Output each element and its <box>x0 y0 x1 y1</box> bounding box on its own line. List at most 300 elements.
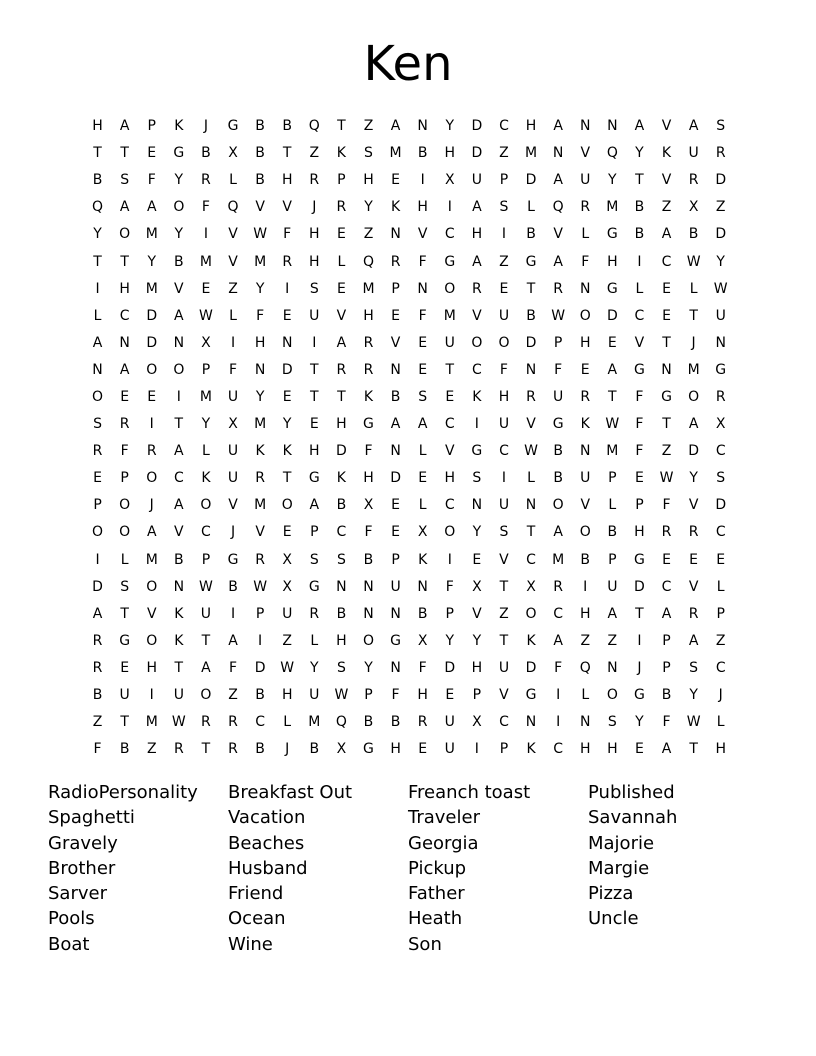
grid-letter: R <box>715 388 726 405</box>
grid-letter: F <box>662 714 671 731</box>
grid-letter: R <box>336 361 347 378</box>
grid-letter: Y <box>174 172 184 189</box>
grid-letter: R <box>173 741 184 758</box>
grid-letter: A <box>336 334 347 351</box>
grid-letter: I <box>447 199 452 216</box>
grid-letter: F <box>147 172 156 189</box>
grid-letter: B <box>174 551 184 568</box>
grid-letter: Z <box>92 714 103 731</box>
grid-letter: N <box>607 659 618 676</box>
grid-letter: B <box>119 741 130 758</box>
grid-letter: E <box>309 416 319 433</box>
grid-letter: C <box>526 551 536 568</box>
grid-letter: A <box>472 253 482 270</box>
grid-letter: D <box>525 172 537 189</box>
grid-letter: O <box>119 226 131 243</box>
grid-letter: F <box>228 659 238 676</box>
grid-letter: K <box>174 118 184 135</box>
grid-letter: L <box>418 497 427 514</box>
grid-letter: W <box>605 416 620 433</box>
grid-letter: Z <box>661 199 672 216</box>
grid-letter: L <box>527 199 535 216</box>
grid-letter: A <box>390 416 401 433</box>
grid-letter: H <box>309 443 320 460</box>
grid-letter: A <box>607 605 618 622</box>
grid-letter: P <box>608 470 617 487</box>
grid-letter: F <box>445 578 454 595</box>
grid-row <box>84 384 734 411</box>
grid-letter: C <box>715 524 726 541</box>
grid-letter: K <box>201 470 211 487</box>
grid-letter: P <box>499 741 509 758</box>
grid-letter: O <box>579 524 591 541</box>
grid-letter: D <box>92 578 103 595</box>
grid-letter: B <box>255 118 265 135</box>
grid-letter: F <box>554 659 563 676</box>
grid-letter: U <box>444 334 455 351</box>
grid-letter: S <box>309 551 319 568</box>
grid-letter: A <box>553 253 563 270</box>
grid-letter: U <box>688 145 699 162</box>
grid-letter: K <box>526 632 536 649</box>
grid-letter: A <box>146 524 157 541</box>
grid-letter: D <box>715 497 727 514</box>
grid-letter: T <box>93 253 102 270</box>
grid-letter: X <box>282 578 292 595</box>
grid-letter: N <box>552 145 564 162</box>
grid-letter: Q <box>579 659 591 676</box>
grid-letter: H <box>607 741 618 758</box>
grid-letter: G <box>606 280 618 297</box>
grid-letter: V <box>444 443 455 460</box>
grid-letter: A <box>92 605 103 622</box>
grid-letter: N <box>579 118 591 135</box>
grid-letter: C <box>661 578 672 595</box>
grid-letter: A <box>119 118 130 135</box>
grid-letter: M <box>199 253 212 270</box>
grid-letter: T <box>310 361 319 378</box>
grid-letter: U <box>498 659 510 676</box>
grid-letter: E <box>147 145 157 162</box>
grid-letter: D <box>390 470 401 487</box>
word-list-item: Gravely <box>48 832 118 854</box>
grid-letter: B <box>363 714 374 731</box>
grid-letter: T <box>689 741 698 758</box>
grid-letter: R <box>715 145 726 162</box>
grid-letter: A <box>472 199 482 216</box>
grid-letter: F <box>418 659 427 676</box>
grid-letter: Q <box>552 199 564 216</box>
grid-letter: B <box>282 118 292 135</box>
grid-letter: H <box>281 172 293 189</box>
grid-letter: S <box>499 199 509 216</box>
grid-letter: E <box>391 307 400 324</box>
grid-letter: E <box>391 524 400 541</box>
grid-letter: I <box>285 280 290 297</box>
grid-letter: U <box>580 470 591 487</box>
grid-letter: Z <box>715 632 726 649</box>
grid-letter: N <box>417 118 428 135</box>
grid-letter: X <box>336 741 347 758</box>
grid-letter: E <box>418 470 428 487</box>
grid-letter: O <box>200 687 212 704</box>
grid-letter: E <box>716 551 726 568</box>
grid-letter: V <box>661 118 672 135</box>
grid-letter: F <box>256 307 265 324</box>
grid-letter: A <box>390 118 401 135</box>
grid-letter: V <box>472 307 482 324</box>
grid-letter: Y <box>310 659 319 676</box>
grid-letter: E <box>391 497 400 514</box>
grid-letter: I <box>583 578 588 595</box>
grid-letter: A <box>119 199 130 216</box>
word-list-item: Wine <box>228 933 273 955</box>
grid-letter: J <box>718 687 723 704</box>
grid-letter: M <box>606 443 619 460</box>
grid-letter: W <box>713 280 728 297</box>
grid-letter: G <box>308 578 320 595</box>
grid-letter: R <box>688 524 699 541</box>
grid-letter: O <box>146 470 158 487</box>
word-list-item: Majorie <box>588 832 655 854</box>
grid-letter: A <box>119 361 130 378</box>
grid-letter: T <box>310 388 319 405</box>
grid-letter: P <box>635 497 644 514</box>
grid-letter: C <box>499 714 509 731</box>
grid-letter: R <box>688 605 699 622</box>
grid-letter: O <box>173 199 185 216</box>
grid-letter: N <box>363 578 374 595</box>
grid-letter: E <box>689 551 699 568</box>
grid-letter: S <box>120 172 130 189</box>
word-column <box>408 780 588 957</box>
word-list-item: Pools <box>48 908 95 930</box>
grid-letter: H <box>579 741 591 758</box>
grid-letter: Q <box>227 199 239 216</box>
grid-row <box>84 465 734 492</box>
grid-letter: V <box>336 307 347 324</box>
grid-row <box>84 628 734 655</box>
grid-letter: X <box>417 524 428 541</box>
grid-letter: L <box>202 443 210 460</box>
grid-letter: X <box>201 334 211 351</box>
grid-letter: U <box>471 172 482 189</box>
grid-letter: L <box>608 497 617 514</box>
word-list-item: Friend <box>228 883 284 905</box>
grid-letter: P <box>201 361 211 378</box>
grid-letter: H <box>471 659 483 676</box>
grid-letter: H <box>146 659 157 676</box>
grid-letter: X <box>228 145 238 162</box>
grid-row <box>84 276 734 303</box>
grid-letter: F <box>93 741 102 758</box>
grid-letter: T <box>282 470 292 487</box>
word-list-item: Georgia <box>408 832 479 854</box>
grid-letter: O <box>552 497 564 514</box>
grid-letter: M <box>525 145 538 162</box>
grid-letter: O <box>362 632 374 649</box>
grid-letter: F <box>499 361 508 378</box>
grid-letter: H <box>363 172 374 189</box>
grid-letter: Z <box>499 605 509 622</box>
grid-letter: F <box>120 443 129 460</box>
grid-letter: A <box>174 443 184 460</box>
grid-letter: T <box>635 172 644 189</box>
word-list-item: Husband <box>228 857 308 879</box>
grid-letter: Q <box>606 145 618 162</box>
grid-letter: A <box>309 497 320 514</box>
grid-letter: V <box>390 334 401 351</box>
grid-letter: U <box>390 578 401 595</box>
grid-letter: Q <box>362 253 374 270</box>
grid-letter: J <box>149 497 154 514</box>
grid-letter: E <box>282 524 292 541</box>
grid-letter: Y <box>635 714 644 731</box>
grid-row <box>84 140 734 167</box>
grid-letter: E <box>120 388 130 405</box>
grid-letter: F <box>364 443 373 460</box>
word-list-item: Traveler <box>408 807 480 829</box>
grid-letter: A <box>553 118 563 135</box>
word-list-item: Son <box>408 933 442 955</box>
grid-letter: R <box>255 551 265 568</box>
word-list-item: Pickup <box>408 857 467 879</box>
grid-letter: T <box>526 280 536 297</box>
grid-letter: R <box>363 334 374 351</box>
grid-letter: Z <box>363 226 374 243</box>
grid-letter: Z <box>715 199 726 216</box>
grid-letter: E <box>93 470 102 487</box>
grid-letter: E <box>282 388 292 405</box>
grid-letter: O <box>200 497 212 514</box>
grid-letter: D <box>715 226 727 243</box>
grid-letter: X <box>715 416 726 433</box>
grid-letter: A <box>661 605 672 622</box>
grid-letter: N <box>390 361 401 378</box>
grid-letter: R <box>92 659 103 676</box>
grid-letter: A <box>92 334 103 351</box>
grid-letter: N <box>92 361 103 378</box>
grid-letter: C <box>444 416 455 433</box>
grid-letter: J <box>691 334 696 351</box>
grid-letter: Y <box>255 388 265 405</box>
grid-letter: F <box>283 226 292 243</box>
grid-row <box>84 736 734 763</box>
grid-letter: P <box>472 687 482 704</box>
word-list-item: Beaches <box>228 832 305 854</box>
grid-letter: H <box>471 226 483 243</box>
word-list-item: Margie <box>588 857 650 879</box>
grid-letter: F <box>581 253 590 270</box>
grid-letter: T <box>635 605 644 622</box>
grid-row <box>84 601 734 628</box>
grid-letter: P <box>201 551 211 568</box>
grid-letter: J <box>637 659 642 676</box>
grid-letter: C <box>553 741 564 758</box>
grid-letter: N <box>390 659 401 676</box>
grid-letter: A <box>174 497 184 514</box>
grid-letter: D <box>336 443 347 460</box>
grid-letter: A <box>634 118 645 135</box>
grid-letter: C <box>444 497 455 514</box>
word-list-item: Breakfast Out <box>228 782 353 803</box>
grid-letter: F <box>635 416 644 433</box>
grid-letter: E <box>201 280 211 297</box>
grid-letter: P <box>120 470 129 487</box>
grid-letter: H <box>309 226 320 243</box>
grid-letter: U <box>309 307 320 324</box>
grid-letter: T <box>120 714 129 731</box>
grid-letter: B <box>417 605 428 622</box>
grid-letter: R <box>146 443 157 460</box>
grid-letter: L <box>229 172 237 189</box>
grid-letter: L <box>581 687 590 704</box>
grid-letter: O <box>119 524 131 541</box>
grid-letter: E <box>499 280 509 297</box>
grid-letter: A <box>607 361 618 378</box>
word-column <box>48 780 228 957</box>
grid-letter: O <box>525 605 537 622</box>
grid-letter: E <box>391 172 400 189</box>
grid-letter: B <box>634 226 645 243</box>
grid-letter: Z <box>661 443 672 460</box>
grid-letter: Z <box>228 687 238 704</box>
grid-row <box>84 221 734 248</box>
grid-letter: L <box>283 714 292 731</box>
grid-letter: R <box>228 741 238 758</box>
grid-letter: H <box>444 145 456 162</box>
grid-letter: C <box>553 605 564 622</box>
grid-letter: N <box>281 334 293 351</box>
grid-letter: H <box>417 199 428 216</box>
grid-letter: U <box>119 687 130 704</box>
grid-letter: D <box>444 659 456 676</box>
grid-letter: H <box>363 470 374 487</box>
grid-letter: Z <box>146 741 157 758</box>
grid-letter: U <box>282 605 293 622</box>
grid-letter: F <box>364 524 373 541</box>
grid-letter: L <box>635 280 644 297</box>
grid-letter: R <box>688 172 699 189</box>
grid-letter: D <box>146 307 158 324</box>
grid-letter: I <box>501 470 507 487</box>
grid-letter: P <box>310 524 319 541</box>
grid-letter: S <box>364 145 373 162</box>
word-list-item: Pizza <box>588 883 634 905</box>
grid-letter: Z <box>228 280 238 297</box>
grid-letter: H <box>417 687 428 704</box>
grid-letter: T <box>120 605 129 622</box>
grid-letter: P <box>147 118 156 135</box>
grid-letter: B <box>336 605 347 622</box>
grid-letter: B <box>255 741 265 758</box>
grid-letter: T <box>337 118 346 135</box>
grid-letter: K <box>661 145 672 162</box>
word-list-item: Savannah <box>588 807 678 829</box>
grid-letter: S <box>309 280 319 297</box>
grid-letter: A <box>174 307 184 324</box>
grid-letter: N <box>579 280 591 297</box>
grid-letter: N <box>715 334 726 351</box>
grid-letter: R <box>309 172 320 189</box>
grid-letter: A <box>228 632 238 649</box>
grid-letter: W <box>171 714 186 731</box>
grid-letter: T <box>174 659 184 676</box>
grid-letter: G <box>119 632 131 649</box>
grid-letter: B <box>390 714 401 731</box>
grid-letter: O <box>606 687 618 704</box>
grid-letter: E <box>634 741 644 758</box>
word-list <box>48 780 768 957</box>
grid-letter: G <box>227 118 239 135</box>
grid-letter: V <box>499 551 509 568</box>
grid-letter: E <box>147 388 157 405</box>
grid-letter: I <box>501 226 507 243</box>
grid-letter: B <box>526 307 536 324</box>
grid-letter: X <box>472 578 482 595</box>
grid-letter: H <box>336 416 347 433</box>
grid-letter: B <box>255 145 265 162</box>
grid-letter: P <box>662 632 671 649</box>
grid-letter: C <box>201 524 211 541</box>
grid-letter: T <box>689 307 698 324</box>
grid-letter: M <box>145 551 158 568</box>
grid-letter: K <box>174 605 184 622</box>
grid-letter: L <box>716 578 725 595</box>
grid-letter: B <box>634 199 645 216</box>
grid-letter: R <box>580 388 591 405</box>
grid-letter: V <box>255 524 265 541</box>
grid-letter: P <box>337 172 346 189</box>
grid-letter: K <box>526 741 536 758</box>
grid-letter: A <box>553 524 563 541</box>
grid-letter: B <box>255 172 265 189</box>
letter-grid <box>84 113 734 763</box>
grid-letter: H <box>634 524 645 541</box>
grid-letter: W <box>686 253 701 270</box>
grid-letter: S <box>120 578 130 595</box>
grid-letter: G <box>525 253 537 270</box>
grid-letter: E <box>445 687 455 704</box>
grid-letter: X <box>444 172 455 189</box>
grid-letter: L <box>229 307 237 324</box>
grid-row <box>84 574 734 601</box>
grid-row <box>84 709 734 736</box>
grid-letter: M <box>443 307 456 324</box>
grid-letter: D <box>471 118 483 135</box>
grid-letter: N <box>607 118 618 135</box>
grid-letter: C <box>336 524 347 541</box>
grid-letter: G <box>363 416 374 433</box>
grid-letter: X <box>363 497 374 514</box>
grid-letter: Y <box>472 632 482 649</box>
grid-letter: G <box>308 470 320 487</box>
grid-letter: K <box>255 443 265 460</box>
grid-letter: O <box>92 388 104 405</box>
grid-letter: C <box>499 118 509 135</box>
grid-letter: C <box>119 307 130 324</box>
grid-letter: R <box>390 253 401 270</box>
grid-letter: K <box>174 632 184 649</box>
grid-letter: R <box>201 172 211 189</box>
grid-letter: F <box>201 199 210 216</box>
grid-letter: I <box>258 632 263 649</box>
grid-letter: C <box>471 361 482 378</box>
grid-letter: U <box>173 687 184 704</box>
word-list-item: Ocean <box>228 908 286 930</box>
word-list-item: Boat <box>48 933 90 955</box>
grid-letter: V <box>634 334 645 351</box>
